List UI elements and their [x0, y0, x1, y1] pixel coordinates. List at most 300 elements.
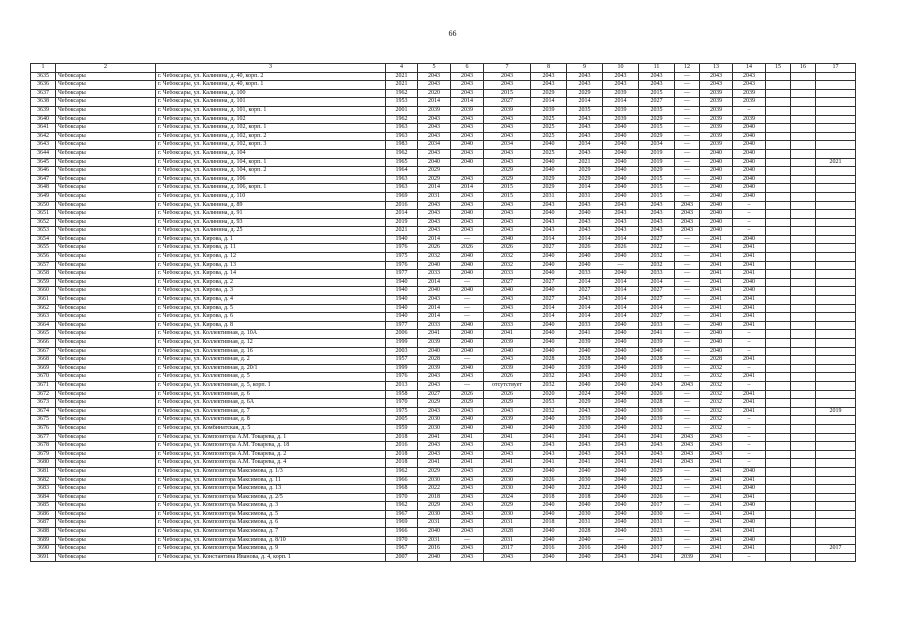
table-cell — [766, 124, 791, 133]
table-cell: 2043 — [451, 81, 484, 90]
table-cell: 3655 — [31, 244, 56, 253]
table-cell: 2040 — [733, 184, 766, 193]
page-number: 66 — [448, 29, 457, 38]
table-cell: 2043 — [567, 81, 603, 90]
table-cell: — — [451, 381, 484, 390]
table-cell: 3641 — [31, 124, 56, 133]
table-cell: 2041 — [733, 253, 766, 262]
table-cell: 2043 — [700, 433, 733, 442]
table-cell: 2041 — [700, 493, 733, 502]
table-cell — [791, 433, 816, 442]
table-cell: 2041 — [700, 287, 733, 296]
table-cell: 2040 — [603, 184, 639, 193]
table-cell: 2040 — [531, 321, 567, 330]
table-cell: 3647 — [31, 175, 56, 184]
table-cell — [816, 106, 856, 115]
column-header: 7 — [484, 64, 531, 73]
table-cell — [766, 192, 791, 201]
table-cell — [791, 115, 816, 124]
table-cell: 2029 — [639, 132, 675, 141]
table-cell: 2039 — [418, 364, 451, 373]
table-cell: 2041 — [451, 433, 484, 442]
table-cell — [816, 424, 856, 433]
table-cell: 2040 — [531, 167, 567, 176]
table-cell: 2040 — [700, 227, 733, 236]
table-row — [31, 536, 856, 545]
table-row — [31, 278, 856, 287]
table-cell — [791, 175, 816, 184]
table-cell: Чебоксары — [56, 485, 156, 494]
table-cell: 2043 — [451, 89, 484, 98]
table-cell: 2014 — [603, 278, 639, 287]
table-cell: 2043 — [531, 81, 567, 90]
table-cell: 2030 — [639, 510, 675, 519]
table-cell: — — [675, 424, 700, 433]
table-row — [31, 210, 856, 219]
table-row — [31, 433, 856, 442]
table-cell: 2040 — [531, 347, 567, 356]
table-cell: 2032 — [639, 373, 675, 382]
table-cell: 2040 — [700, 158, 733, 167]
table-cell: 1940 — [386, 287, 418, 296]
table-cell: г. Чебоксары, ул. Кирова, д. 1 — [156, 235, 386, 244]
table-cell: 2040 — [733, 287, 766, 296]
table-cell — [766, 407, 791, 416]
table-cell: 2014 — [567, 304, 603, 313]
table-cell — [766, 304, 791, 313]
table-cell: 2035 — [639, 106, 675, 115]
table-cell: Чебоксары — [56, 89, 156, 98]
table-cell: г. Чебоксары, ул. Коллективная, д. 12 — [156, 339, 386, 348]
table-cell: 3679 — [31, 450, 56, 459]
table-cell: — — [675, 235, 700, 244]
table-cell — [791, 407, 816, 416]
table-cell: 2014 — [386, 210, 418, 219]
table-cell — [791, 493, 816, 502]
table-cell: 2041 — [733, 407, 766, 416]
table-cell — [766, 321, 791, 330]
table-cell — [791, 235, 816, 244]
table-cell: 2027 — [639, 98, 675, 107]
table-cell: г. Чебоксары, ул. Композитора Максимова, д. 3 — [156, 502, 386, 511]
table-cell: 2039 — [603, 115, 639, 124]
table-row — [31, 476, 856, 485]
table-cell: 3689 — [31, 536, 56, 545]
table-cell: 2040 — [603, 485, 639, 494]
table-cell: 1959 — [386, 424, 418, 433]
table-cell: г. Чебоксары, ул. Кирова, д. 12 — [156, 253, 386, 262]
table-cell — [816, 89, 856, 98]
table-cell: 2040 — [603, 493, 639, 502]
table-row — [31, 227, 856, 236]
table-cell — [766, 106, 791, 115]
table-cell: 2043 — [418, 450, 451, 459]
table-cell: 2040 — [451, 287, 484, 296]
table-cell: 2040 — [733, 235, 766, 244]
table-cell: 2028 — [531, 356, 567, 365]
table-cell: 2043 — [451, 175, 484, 184]
table-cell: 2041 — [531, 433, 567, 442]
table-cell: Чебоксары — [56, 201, 156, 210]
table-cell — [766, 373, 791, 382]
table-cell: 2043 — [484, 149, 531, 158]
table-cell: 2043 — [675, 227, 700, 236]
table-cell: 2041 — [733, 304, 766, 313]
table-cell: 2041 — [700, 235, 733, 244]
table-cell: 2014 — [531, 313, 567, 322]
table-cell: 2040 — [531, 270, 567, 279]
table-cell: 3687 — [31, 519, 56, 528]
table-cell: 2040 — [451, 321, 484, 330]
table-cell: — — [675, 519, 700, 528]
table-cell: 2026 — [451, 244, 484, 253]
table-cell: 2040 — [603, 364, 639, 373]
table-cell: 1967 — [386, 510, 418, 519]
table-cell — [816, 416, 856, 425]
table-row — [31, 192, 856, 201]
table-cell: 2043 — [418, 296, 451, 305]
table-cell: Чебоксары — [56, 545, 156, 554]
table-cell: отсутствует — [484, 381, 531, 390]
table-cell: 2014 — [418, 313, 451, 322]
table-cell: 2043 — [700, 450, 733, 459]
table-cell: 2041 — [733, 313, 766, 322]
table-cell: 2041 — [733, 244, 766, 253]
table-row — [31, 244, 856, 253]
table-cell: 2029 — [451, 399, 484, 408]
table-cell: 3675 — [31, 416, 56, 425]
table-cell: 2039 — [484, 416, 531, 425]
table-cell: 2039 — [639, 339, 675, 348]
table-cell — [791, 201, 816, 210]
table-cell: Чебоксары — [56, 270, 156, 279]
table-cell: 2043 — [418, 407, 451, 416]
table-cell: 2043 — [484, 115, 531, 124]
table-cell — [791, 553, 816, 562]
table-cell: г. Чебоксары, ул. Коллективная, д. 7 — [156, 407, 386, 416]
table-row — [31, 261, 856, 270]
table-cell — [791, 390, 816, 399]
table-cell: 2040 — [733, 158, 766, 167]
table-cell: 2043 — [675, 433, 700, 442]
table-cell: 2031 — [418, 192, 451, 201]
table-cell: 2040 — [700, 210, 733, 219]
table-cell: 2014 — [639, 278, 675, 287]
table-row — [31, 201, 856, 210]
table-cell: Чебоксары — [56, 210, 156, 219]
table-cell: 2043 — [603, 210, 639, 219]
table-cell: г. Чебоксары, ул. Константина Иванова, д. 4, корп. 1 — [156, 553, 386, 562]
table-cell — [816, 390, 856, 399]
table-cell: 2021 — [386, 81, 418, 90]
table-cell: 3637 — [31, 89, 56, 98]
table-cell — [791, 442, 816, 451]
table-cell: г. Чебоксары, ул. Композитора Максимова, д. 5 — [156, 510, 386, 519]
table-cell — [766, 253, 791, 262]
table-cell: 2035 — [567, 106, 603, 115]
table-cell: 1963 — [386, 175, 418, 184]
table-cell: 2032 — [639, 261, 675, 270]
table-cell: 3682 — [31, 476, 56, 485]
table-cell: 2043 — [603, 218, 639, 227]
table-cell: 2040 — [603, 149, 639, 158]
table-cell: Чебоксары — [56, 296, 156, 305]
table-cell — [766, 390, 791, 399]
table-cell: 2040 — [451, 416, 484, 425]
table-cell: 3657 — [31, 261, 56, 270]
table-cell — [816, 81, 856, 90]
column-header: 11 — [639, 64, 675, 73]
table-cell — [791, 270, 816, 279]
table-cell — [816, 184, 856, 193]
table-cell: 2053 — [531, 399, 567, 408]
table-cell: 2032 — [700, 373, 733, 382]
table-cell: 2015 — [484, 184, 531, 193]
table-row — [31, 72, 856, 81]
table-cell: 2028 — [567, 528, 603, 537]
table-row — [31, 459, 856, 468]
table-cell: 2043 — [639, 381, 675, 390]
table-cell: 2029 — [567, 399, 603, 408]
table-cell: 2043 — [418, 442, 451, 451]
table-cell: 2043 — [451, 115, 484, 124]
table-cell: 2043 — [700, 81, 733, 90]
table-body — [31, 72, 856, 562]
table-cell: 2014 — [567, 184, 603, 193]
table-cell: 2043 — [418, 149, 451, 158]
table-cell: г. Чебоксары, ул. Кирова, д. 8 — [156, 321, 386, 330]
table-cell: 2016 — [567, 545, 603, 554]
table-cell: 2043 — [484, 553, 531, 562]
table-cell: 2022 — [567, 485, 603, 494]
table-cell: 2043 — [451, 407, 484, 416]
table-row — [31, 390, 856, 399]
table-cell: 2043 — [531, 227, 567, 236]
table-cell: 2014 — [567, 235, 603, 244]
table-cell: 2019 — [639, 158, 675, 167]
table-cell: 2015 — [639, 124, 675, 133]
table-cell: 2032 — [639, 253, 675, 262]
table-cell: 2041 — [700, 485, 733, 494]
table-cell: 2041 — [733, 296, 766, 305]
table-cell: 3673 — [31, 399, 56, 408]
table-cell — [816, 476, 856, 485]
table-row — [31, 141, 856, 150]
table-cell: 2027 — [567, 287, 603, 296]
table-cell: 3636 — [31, 81, 56, 90]
table-cell: Чебоксары — [56, 399, 156, 408]
table-cell: г. Чебоксары, ул. Калинина, д. 104 — [156, 149, 386, 158]
table-cell: 2043 — [639, 218, 675, 227]
table-cell: 2040 — [603, 192, 639, 201]
table-cell: 2041 — [639, 459, 675, 468]
table-cell — [791, 192, 816, 201]
table-cell: 3644 — [31, 149, 56, 158]
table-row — [31, 450, 856, 459]
table-cell — [791, 476, 816, 485]
table-cell — [766, 72, 791, 81]
table-cell: 2043 — [451, 72, 484, 81]
table-cell: 1962 — [386, 467, 418, 476]
table-cell: 2021 — [816, 158, 856, 167]
table-cell: 2027 — [531, 244, 567, 253]
table-cell: 2031 — [567, 192, 603, 201]
table-cell: 1962 — [386, 502, 418, 511]
table-cell: 2041 — [567, 330, 603, 339]
table-cell: — — [675, 545, 700, 554]
table-cell: 3691 — [31, 553, 56, 562]
table-row — [31, 467, 856, 476]
table-cell: 2024 — [567, 390, 603, 399]
table-cell: 2043 — [567, 442, 603, 451]
table-cell: 2039 — [700, 141, 733, 150]
table-cell: 2032 — [418, 253, 451, 262]
table-cell: 2040 — [603, 390, 639, 399]
table-cell: 2043 — [567, 115, 603, 124]
table-cell: г. Чебоксары, ул. Комбинатская, д. 5 — [156, 424, 386, 433]
table-cell — [766, 339, 791, 348]
table-cell: — — [675, 115, 700, 124]
table-cell: 3642 — [31, 132, 56, 141]
table-cell: 2040 — [451, 364, 484, 373]
table-cell: г. Чебоксары, ул. Коллективная, д. 6 — [156, 390, 386, 399]
table-cell: — — [675, 467, 700, 476]
table-cell — [791, 528, 816, 537]
table-cell: 2030 — [418, 416, 451, 425]
table-cell: 1940 — [386, 313, 418, 322]
table-cell: 2043 — [484, 296, 531, 305]
table-cell: — — [675, 287, 700, 296]
table-cell: 1977 — [386, 270, 418, 279]
table-cell: Чебоксары — [56, 407, 156, 416]
table-cell: 2014 — [531, 304, 567, 313]
table-cell: г. Чебоксары, ул. Кирова, д. 11 — [156, 244, 386, 253]
table-cell — [766, 89, 791, 98]
table-cell: 2043 — [418, 201, 451, 210]
table-cell: 2040 — [603, 167, 639, 176]
table-cell: 2028 — [700, 356, 733, 365]
table-cell: 2040 — [733, 278, 766, 287]
table-cell: 2028 — [484, 528, 531, 537]
table-cell: 1975 — [386, 253, 418, 262]
table-cell: Чебоксары — [56, 227, 156, 236]
table-cell: 2041 — [733, 399, 766, 408]
table-cell: 2029 — [484, 175, 531, 184]
table-cell: 2039 — [639, 416, 675, 425]
table-cell — [816, 493, 856, 502]
table-cell: Чебоксары — [56, 433, 156, 442]
table-cell: 3685 — [31, 502, 56, 511]
table-cell: 2040 — [603, 502, 639, 511]
table-cell — [791, 467, 816, 476]
table-cell: 1977 — [386, 321, 418, 330]
table-cell: 2043 — [675, 210, 700, 219]
table-cell: 3670 — [31, 373, 56, 382]
table-cell — [791, 141, 816, 150]
table-cell: г. Чебоксары, ул. Коллективная, д. 16 — [156, 347, 386, 356]
table-cell: 2039 — [733, 89, 766, 98]
table-cell: Чебоксары — [56, 502, 156, 511]
table-cell — [816, 175, 856, 184]
table-cell: 1965 — [386, 158, 418, 167]
table-cell: 3674 — [31, 407, 56, 416]
table-cell: 2043 — [451, 442, 484, 451]
table-cell: 2039 — [733, 115, 766, 124]
table-cell: 2043 — [451, 519, 484, 528]
table-cell: — — [675, 485, 700, 494]
table-cell: 2043 — [451, 485, 484, 494]
table-cell — [816, 536, 856, 545]
table-cell: 2040 — [603, 381, 639, 390]
table-cell: 2041 — [639, 433, 675, 442]
table-cell: 2029 — [484, 399, 531, 408]
table-cell: — — [675, 493, 700, 502]
table-cell: 2040 — [418, 287, 451, 296]
table-cell — [816, 330, 856, 339]
table-cell: 2043 — [451, 545, 484, 554]
table-cell: 2040 — [603, 510, 639, 519]
table-cell: 2040 — [531, 330, 567, 339]
table-cell — [766, 235, 791, 244]
table-cell: 2040 — [603, 124, 639, 133]
table-cell: 2029 — [418, 399, 451, 408]
table-cell: Чебоксары — [56, 467, 156, 476]
table-cell: 3690 — [31, 545, 56, 554]
table-cell: 2043 — [567, 450, 603, 459]
table-cell: 2031 — [418, 536, 451, 545]
table-cell: 2003 — [386, 347, 418, 356]
table-cell: 3678 — [31, 442, 56, 451]
table-cell: Чебоксары — [56, 536, 156, 545]
table-cell: 2032 — [700, 390, 733, 399]
table-cell — [816, 167, 856, 176]
table-cell — [766, 356, 791, 365]
table-cell — [766, 493, 791, 502]
table-cell: 2014 — [451, 98, 484, 107]
table-cell: 2041 — [700, 476, 733, 485]
table-cell: 2040 — [733, 149, 766, 158]
table-cell: 2014 — [567, 313, 603, 322]
table-cell: 2040 — [484, 424, 531, 433]
table-cell: 2031 — [639, 519, 675, 528]
table-cell: 2039 — [700, 98, 733, 107]
table-cell — [791, 536, 816, 545]
table-cell: 2041 — [639, 330, 675, 339]
table-cell: 2030 — [567, 510, 603, 519]
table-cell: 2040 — [418, 528, 451, 537]
table-cell: 2019 — [816, 407, 856, 416]
table-cell: г. Чебоксары, ул. Композитора Максимова, д. 9 — [156, 545, 386, 554]
table-cell — [816, 356, 856, 365]
table-cell: г. Чебоксары, ул. Коллективная, д. 6А — [156, 399, 386, 408]
table-cell: 2018 — [567, 493, 603, 502]
table-cell: 2028 — [639, 356, 675, 365]
table-cell: 2043 — [567, 218, 603, 227]
table-cell: 2043 — [484, 407, 531, 416]
table-cell: 3658 — [31, 270, 56, 279]
table-cell: Чебоксары — [56, 330, 156, 339]
table-cell: 2040 — [700, 175, 733, 184]
table-cell: г. Чебоксары, ул. Кирова, д. 6 — [156, 313, 386, 322]
table-cell: 3665 — [31, 330, 56, 339]
table-cell: 2026 — [567, 244, 603, 253]
table-cell — [816, 278, 856, 287]
table-cell: 2043 — [733, 72, 766, 81]
table-cell: 2040 — [531, 339, 567, 348]
table-cell: г. Чебоксары, ул. Композитора Максимова, д. 2/5 — [156, 493, 386, 502]
table-cell: 2043 — [484, 227, 531, 236]
table-cell — [791, 278, 816, 287]
